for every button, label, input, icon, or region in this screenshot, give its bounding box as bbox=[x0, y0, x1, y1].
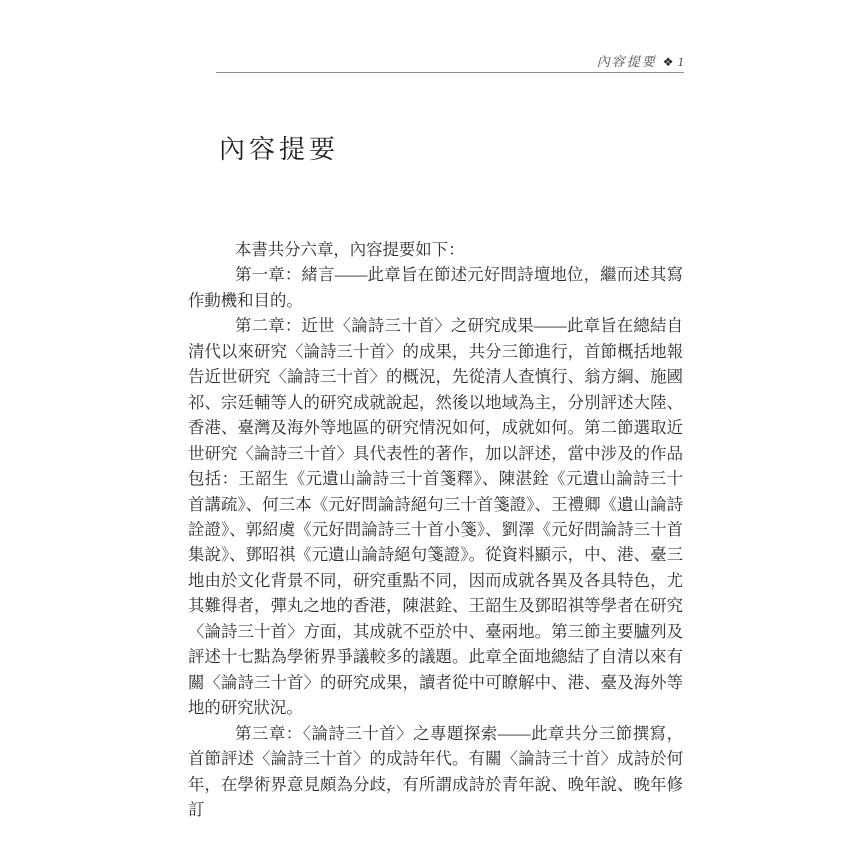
page-title: 內容提要 bbox=[219, 135, 340, 164]
running-header-title: 內容提要 bbox=[596, 54, 657, 69]
page-number: 1 bbox=[677, 54, 684, 69]
running-header bbox=[597, 51, 684, 70]
body-paragraph: 本書共分六章，內容提要如下： bbox=[235, 240, 465, 259]
body-paragraph: 第一章：緒言——此章旨在節述元好問詩壇地位，繼而述其寫作動機和目的。 bbox=[188, 265, 683, 310]
body-text bbox=[188, 237, 683, 822]
body-paragraph: 第二章：近世〈論詩三十首〉之研究成果——此章旨在總結自清代以來研究〈論詩三十首〉的成果，共分三節進行，首節概括地報告近世研究〈論詩三十首〉的概況，先從清人查慎行、翁方綱、施國祁、宗廷輔等人的研究成就說起，然後以地域為主，分別評述大陸、香港、臺灣及海外等地區的研究情況如何，成就如何。第二節選取近世研究〈論詩三十首〉具代表性的著作，加以評述，當中涉及的作品包括：王韶生《元遺山論詩三十首箋釋》、陳湛銓《元遺山論詩三十首講疏》、何三本《元好問論詩絕句三十首箋證》、王禮卿《遺山論詩詮證》、郭紹虞《元好問論詩三十首小箋》、劉澤《元好問論詩三十首集說》、鄧昭祺《元遺山論詩絕句箋證》。從資料顯示，中、港、臺三地由於文化背景不同，研究重點不同，因而成就各異及各具特色，尤其難得者，彈丸之地的香港，陳湛銓、王韶生及鄧昭祺等學者在研究〈論詩三十首〉方面，其成就不亞於中、臺兩地。第三節主要臚列及評述十七點為學術界爭議較多的議題。此章全面地總結了自清以來有關〈論詩三十首〉的研究成果，讀者從中可瞭解中、港、臺及海外等地的研究狀況。 bbox=[188, 316, 683, 718]
diamond-ornament-icon: ❖ bbox=[662, 55, 674, 69]
body-paragraph: 第三章：〈論詩三十首〉之專題探索——此章共分三節撰寫，首節評述〈論詩三十首〉的成詩年代。有關〈論詩三十首〉成詩於何年，在學術界意見頗為分歧，有所謂成詩於青年說、晚年說、晚年修訂 bbox=[188, 723, 683, 819]
header-rule bbox=[216, 72, 684, 73]
